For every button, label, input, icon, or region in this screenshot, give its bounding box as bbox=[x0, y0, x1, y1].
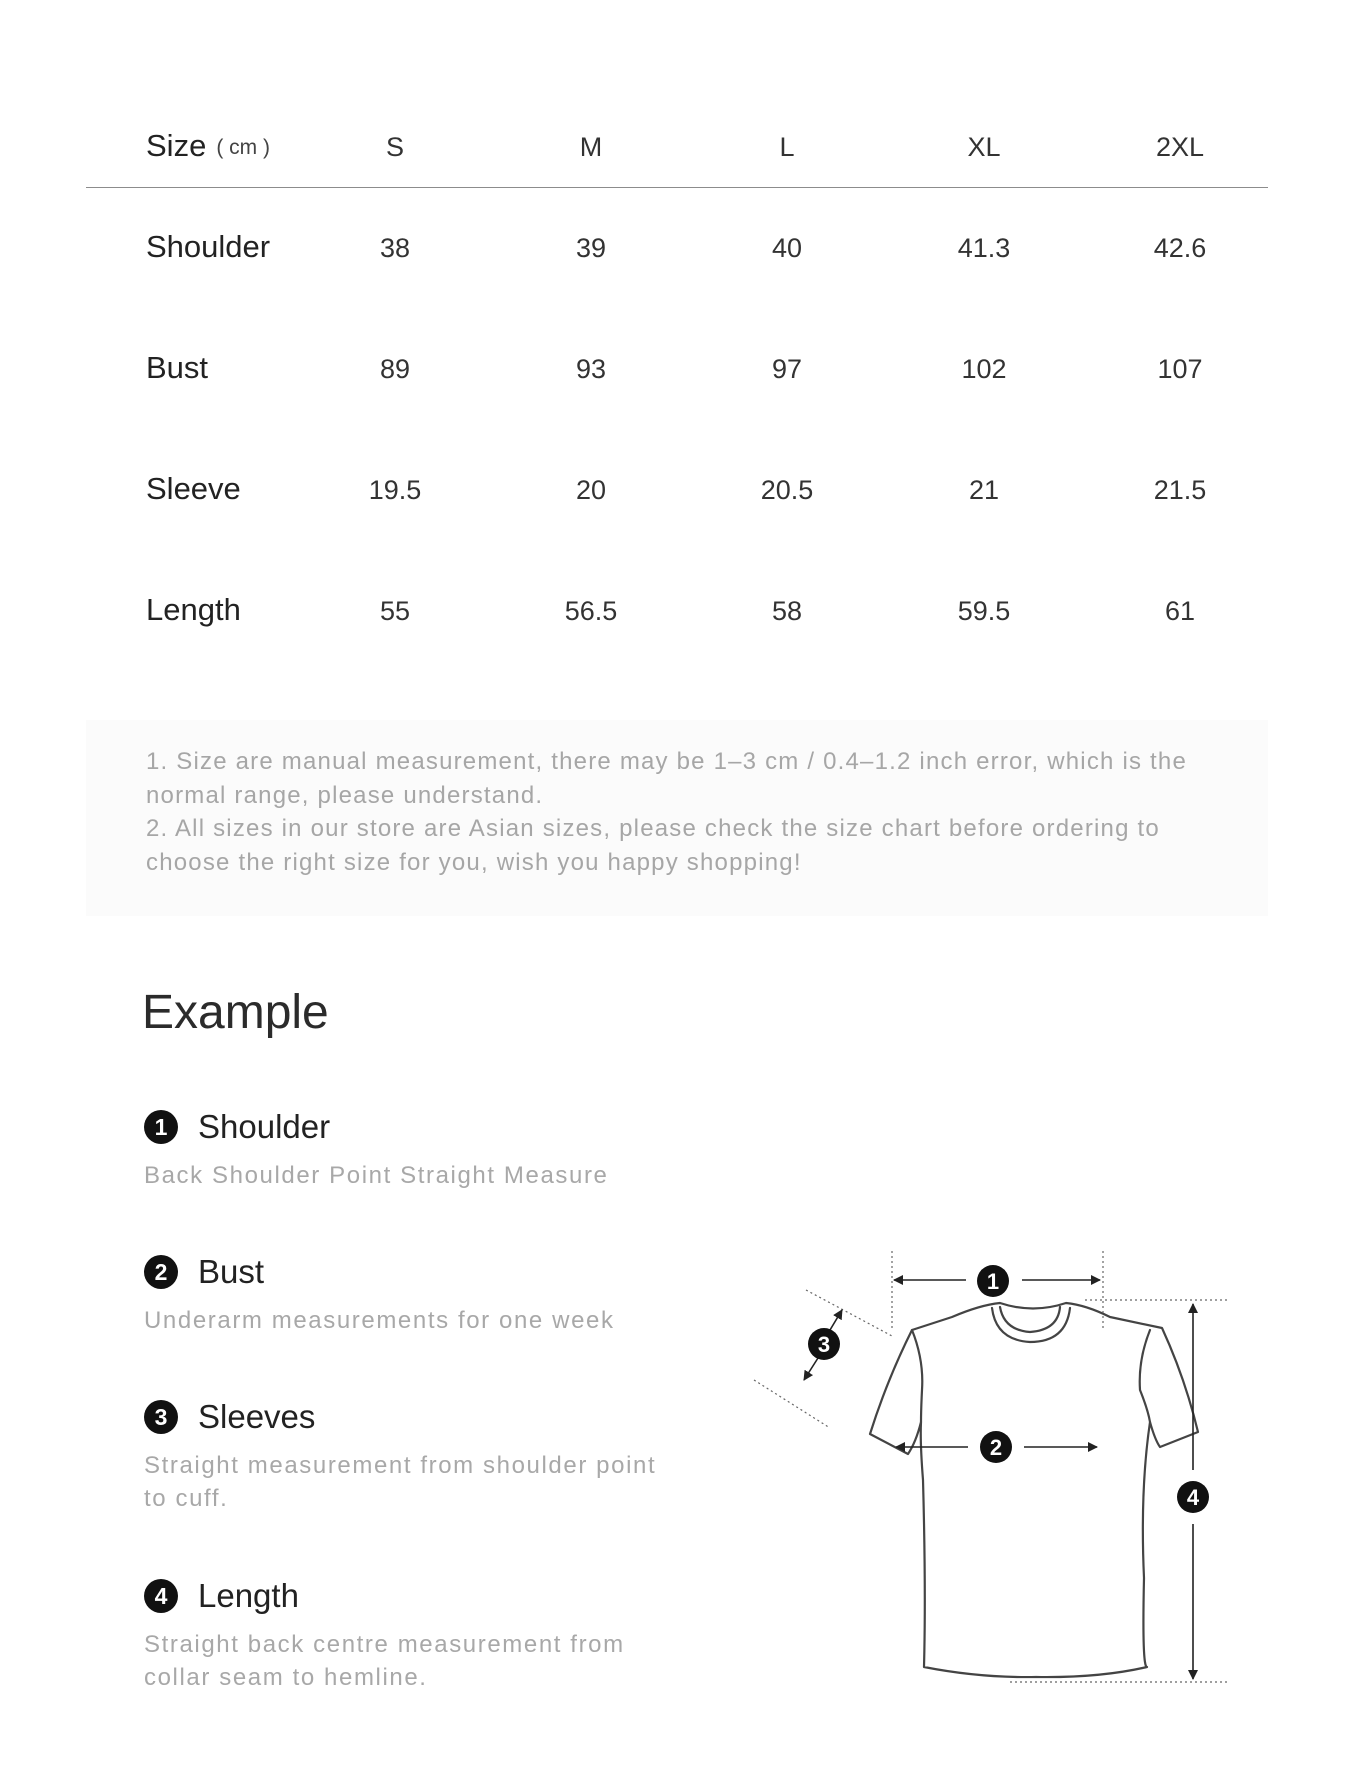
size-column-xl: XL bbox=[967, 132, 1001, 162]
number-4-icon: 4 bbox=[144, 1579, 178, 1613]
note-line-1: 1. Size are manual measurement, there may be 1–3 cm / 0.4–1.2 inch error, which is the normal range, please understand. bbox=[146, 748, 1188, 809]
measure-name: Bust bbox=[198, 1253, 265, 1290]
table-cell: 58 bbox=[771, 596, 803, 626]
table-cell: 20.5 bbox=[760, 475, 814, 505]
row-label: Shoulder bbox=[146, 229, 271, 264]
measure-item-shoulder bbox=[144, 1107, 664, 1192]
table-cell: 41.3 bbox=[957, 233, 1011, 263]
table-cell: 93 bbox=[575, 354, 607, 384]
table-cell: 59.5 bbox=[957, 596, 1011, 626]
t-shirt-measurement-diagram bbox=[740, 1250, 1260, 1700]
table-row-length bbox=[86, 551, 1268, 672]
measure-item-sleeves bbox=[144, 1397, 664, 1515]
table-row-bust bbox=[86, 309, 1268, 430]
size-notes bbox=[86, 720, 1268, 916]
diagram-marker-4 bbox=[1177, 1481, 1209, 1513]
measure-name: Sleeves bbox=[198, 1398, 316, 1435]
table-cell: 40 bbox=[771, 233, 803, 263]
size-table-header bbox=[86, 110, 1268, 188]
size-unit-label: ( cm ) bbox=[216, 136, 270, 159]
measure-description: Straight measurement from shoulder point to cuff. bbox=[144, 1452, 657, 1512]
size-column-s: S bbox=[385, 132, 404, 162]
measure-heading bbox=[144, 1107, 664, 1147]
measure-heading bbox=[144, 1252, 664, 1292]
table-cell: 38 bbox=[379, 233, 411, 263]
size-column-l: L bbox=[779, 132, 795, 162]
table-cell: 19.5 bbox=[368, 475, 422, 505]
size-column-2xl: 2XL bbox=[1155, 132, 1205, 162]
diagram-marker-4-label: 4 bbox=[1186, 1485, 1200, 1510]
diagram-marker-2 bbox=[980, 1431, 1012, 1463]
table-cell: 21.5 bbox=[1153, 475, 1207, 505]
diagram-marker-3-label: 3 bbox=[817, 1332, 831, 1357]
measure-heading bbox=[144, 1397, 664, 1437]
diagram-marker-1-label: 1 bbox=[986, 1269, 1000, 1294]
measure-item-bust bbox=[144, 1252, 664, 1337]
row-label: Length bbox=[146, 592, 241, 627]
diagram-marker-1 bbox=[977, 1265, 1009, 1297]
note-line-2: 2. All sizes in our store are Asian sizes, please check the size chart before ordering to choose the right size for you, wish you happy shopping! bbox=[146, 815, 1160, 876]
table-cell: 21 bbox=[968, 475, 1000, 505]
size-column-m: M bbox=[579, 132, 603, 162]
table-cell: 42.6 bbox=[1153, 233, 1207, 263]
example-title: Example bbox=[142, 986, 329, 1039]
measure-item-length bbox=[144, 1576, 664, 1694]
table-row-sleeve bbox=[86, 430, 1268, 551]
table-cell: 61 bbox=[1164, 596, 1196, 626]
table-row-shoulder bbox=[86, 188, 1268, 309]
number-2-icon: 2 bbox=[144, 1255, 178, 1289]
diagram-marker-2-label: 2 bbox=[989, 1435, 1003, 1460]
measure-description: Back Shoulder Point Straight Measure bbox=[144, 1162, 609, 1189]
t-shirt-outline-icon bbox=[870, 1303, 1198, 1677]
measure-name: Shoulder bbox=[198, 1108, 331, 1145]
diagram-marker-3 bbox=[808, 1328, 840, 1360]
table-cell: 97 bbox=[771, 354, 803, 384]
measurement-guide-lines bbox=[754, 1251, 1228, 1682]
row-label: Sleeve bbox=[146, 471, 241, 506]
table-cell: 56.5 bbox=[564, 596, 618, 626]
table-cell: 89 bbox=[379, 354, 411, 384]
table-cell: 102 bbox=[961, 354, 1007, 384]
measure-description: Underarm measurements for one week bbox=[144, 1307, 615, 1334]
number-1-icon: 1 bbox=[144, 1110, 178, 1144]
measure-name: Length bbox=[198, 1577, 299, 1614]
size-table bbox=[86, 110, 1268, 672]
size-header-label bbox=[146, 128, 270, 164]
table-cell: 107 bbox=[1157, 354, 1203, 384]
row-label: Bust bbox=[146, 350, 209, 385]
table-cell: 55 bbox=[379, 596, 411, 626]
measure-heading bbox=[144, 1576, 664, 1616]
measurement-arrows bbox=[804, 1280, 1193, 1679]
size-header-text: Size bbox=[146, 128, 207, 163]
table-cell: 20 bbox=[575, 475, 607, 505]
measure-description: Straight back centre measurement from collar seam to hemline. bbox=[144, 1631, 625, 1691]
table-cell: 39 bbox=[575, 233, 607, 263]
number-3-icon: 3 bbox=[144, 1400, 178, 1434]
